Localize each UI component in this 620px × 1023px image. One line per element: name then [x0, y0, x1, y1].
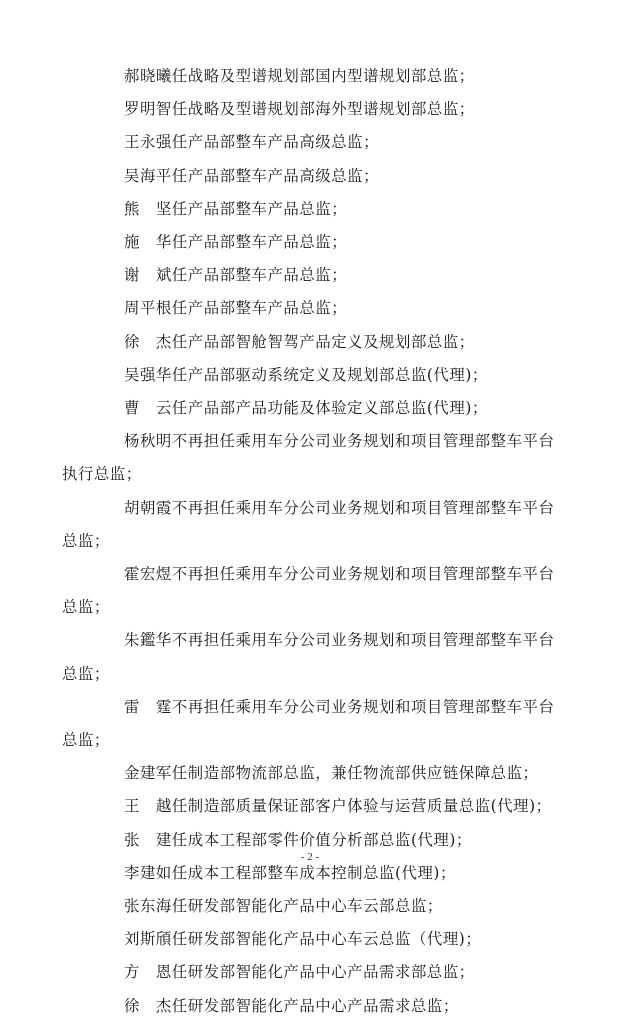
appointment-text: 不再担任乘用车分公司业务规划和项目管理部整车平台总监；	[62, 697, 555, 750]
appointment-text: 任产品部驱动系统定义及规划部总监(代理)；	[171, 365, 488, 384]
person-name: 郝晓曦	[124, 67, 172, 85]
person-name: 谢 斌	[124, 266, 172, 285]
appointment-text: 任产品部智舱智驾产品定义及规划部总监；	[171, 332, 475, 351]
person-name: 吴强华	[124, 365, 172, 384]
appointment-paragraph	[62, 790, 558, 823]
appointment-text: 任制造部物流部总监，兼任物流部供应链保障总监；	[171, 764, 539, 783]
appointment-text: 任成本工程部零件价值分析部总监(代理)；	[171, 830, 472, 849]
person-name: 徐 杰	[124, 332, 172, 351]
person-name: 雷 霆	[124, 697, 172, 716]
document-body	[62, 60, 558, 1023]
appointment-paragraph	[62, 292, 558, 325]
appointment-paragraph	[62, 93, 558, 126]
person-name: 曹 云	[124, 399, 172, 418]
person-name: 罗明智	[124, 100, 172, 119]
person-name: 张 建	[124, 830, 172, 849]
person-name: 王 越	[124, 797, 172, 816]
appointment-paragraph	[62, 990, 558, 1023]
appointment-text: 任战略及型谱规划部海外型谱规划部总监；	[171, 100, 475, 119]
appointment-paragraph	[62, 492, 558, 558]
person-name: 李建如	[124, 863, 172, 882]
person-name: 霍宏煜	[124, 565, 172, 584]
appointment-paragraph	[62, 558, 558, 624]
appointment-paragraph	[62, 392, 558, 425]
appointment-text: 任产品部产品功能及体验定义部总监(代理)；	[171, 399, 488, 418]
appointment-text: 任产品部整车产品总监；	[171, 299, 348, 318]
appointment-paragraph	[62, 226, 558, 259]
person-name: 杨秋明	[124, 432, 172, 451]
person-name: 熊 坚	[124, 199, 172, 218]
appointment-paragraph	[62, 160, 558, 193]
appointment-text: 任产品部整车产品高级总监；	[171, 166, 380, 185]
appointment-text: 任成本工程部整车成本控制总监(代理)；	[171, 863, 456, 882]
person-name: 胡朝霞	[124, 498, 172, 517]
person-name: 张东海	[124, 897, 172, 916]
person-name: 金建军	[124, 764, 172, 783]
appointment-paragraph	[62, 624, 558, 690]
appointment-text: 任产品部整车产品总监；	[171, 233, 348, 252]
appointment-paragraph	[62, 126, 558, 159]
appointment-text: 任研发部智能化产品中心产品需求部总监；	[171, 963, 475, 982]
appointment-paragraph	[62, 890, 558, 923]
person-name: 朱鑑华	[124, 631, 172, 650]
appointment-text: 不再担任乘用车分公司业务规划和项目管理部整车平台总监；	[62, 631, 555, 683]
appointment-paragraph	[62, 956, 558, 989]
person-name: 吴海平	[124, 166, 172, 185]
appointment-paragraph	[62, 259, 558, 292]
person-name: 周平根	[124, 299, 172, 318]
appointment-text: 不再担任乘用车分公司业务规划和项目管理部整车平台执行总监；	[62, 432, 555, 484]
person-name: 施 华	[124, 233, 172, 252]
appointment-text: 任战略及型谱规划部国内型谱规划部总监；	[171, 67, 475, 85]
appointment-text: 任产品部整车产品总监；	[171, 266, 348, 285]
person-name: 王永强	[124, 133, 172, 152]
appointment-paragraph	[62, 691, 558, 757]
appointment-text: 任研发部智能化产品中心产品需求总监；	[171, 996, 459, 1015]
appointment-text: 不再担任乘用车分公司业务规划和项目管理部整车平台总监；	[62, 498, 555, 550]
appointment-text: 任研发部智能化产品中心车云总监（代理)；	[171, 930, 482, 949]
appointment-text: 任研发部智能化产品中心车云部总监；	[171, 897, 443, 916]
appointment-paragraph	[62, 923, 558, 956]
appointment-paragraph	[62, 193, 558, 226]
appointment-paragraph	[62, 757, 558, 790]
person-name: 方 恩	[124, 963, 172, 982]
appointment-text: 任产品部整车产品总监；	[171, 199, 348, 218]
person-name: 徐 杰	[124, 996, 172, 1015]
appointment-paragraph	[62, 60, 558, 93]
appointment-text: 任产品部整车产品高级总监；	[171, 133, 380, 152]
appointment-paragraph	[62, 425, 558, 491]
appointment-text: 不再担任乘用车分公司业务规划和项目管理部整车平台总监；	[62, 565, 555, 617]
appointment-paragraph	[62, 359, 558, 392]
page-number: - 2 -	[300, 851, 320, 863]
appointment-paragraph	[62, 326, 558, 359]
person-name: 刘斯頎	[124, 930, 172, 949]
appointment-text: 任制造部质量保证部客户体验与运营质量总监(代理)；	[171, 797, 552, 816]
